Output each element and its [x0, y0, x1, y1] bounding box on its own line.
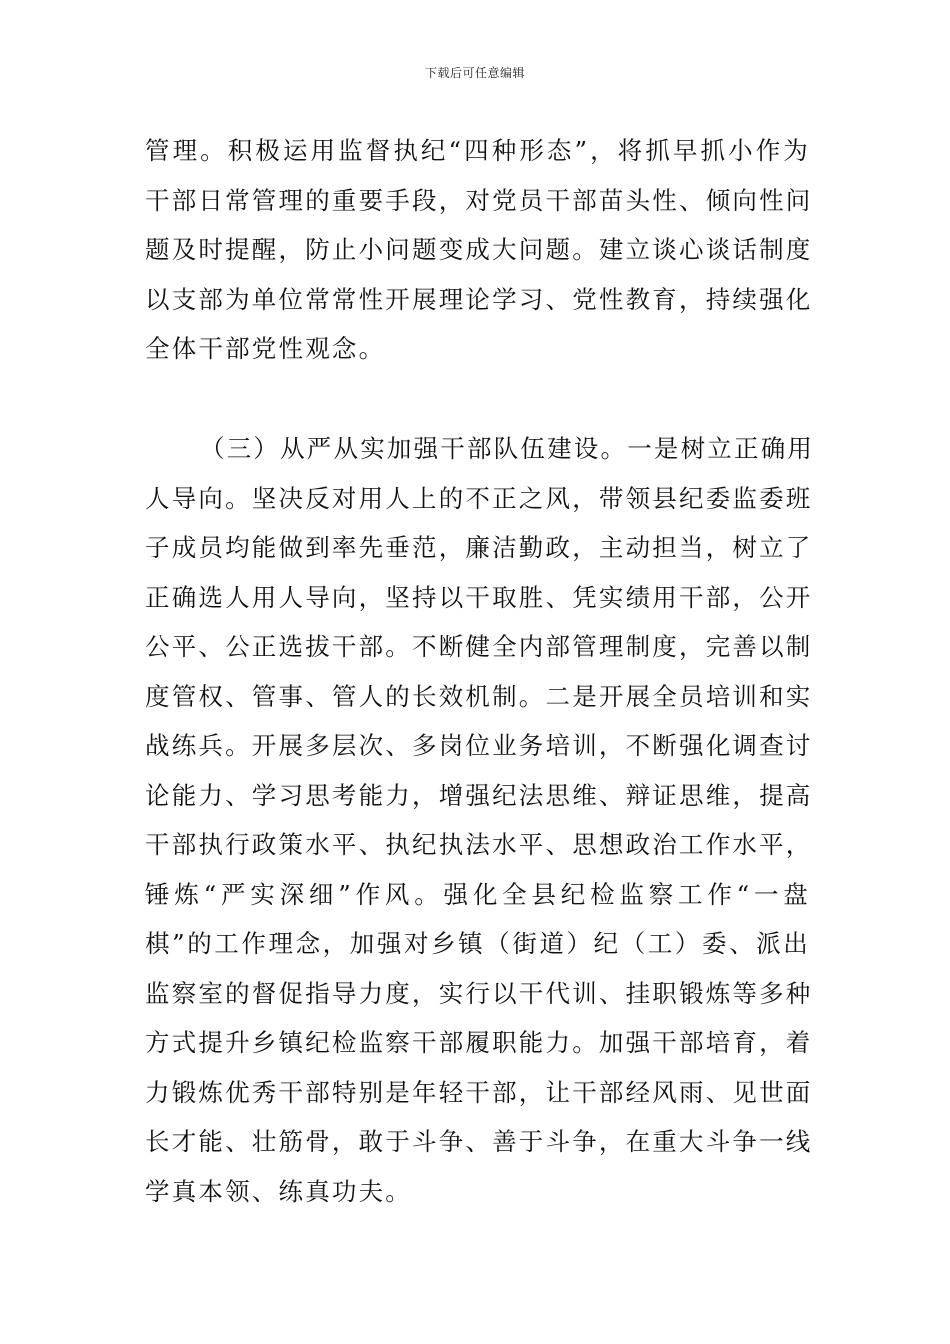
paragraph-line: 正确选人用人导向，坚持以干取胜、凭实绩用干部，公开	[145, 582, 813, 612]
paragraph-line: 人导向。坚决反对用人上的不正之风，带领县纪委监委班	[145, 483, 813, 513]
paragraph-1	[145, 126, 813, 374]
paragraph-line: 题及时提醒，防止小问题变成大问题。建立谈心谈话制度	[145, 235, 813, 264]
paragraph-line: 干部日常管理的重要手段，对党员干部苗头性、倾向性问	[145, 185, 813, 215]
paragraph-line: 方式提升乡镇纪检监察干部履职能力。加强干部培育，着	[145, 1028, 813, 1057]
page-header-note: 下载后可任意编辑	[424, 66, 525, 80]
paragraph-line: （三）从严从实加强干部队伍建设。一是树立正确用	[200, 434, 815, 463]
paragraph-line: 度管权、管事、管人的长效机制。二是开展全员培训和实	[145, 681, 813, 711]
paragraph-line: 长才能、壮筋骨，敢于斗争、善于斗争，在重大斗争一线	[145, 1127, 813, 1156]
paragraph-line: 力锻炼优秀干部特别是年轻干部，让干部经风雨、见世面	[145, 1077, 813, 1107]
paragraph-line: 管理。积极运用监督执纪“四种形态”，将抓早抓小作为	[145, 136, 810, 165]
paragraph-line: 干部执行政策水平、执纪执法水平、思想政治工作水平，	[145, 830, 813, 859]
paragraph-line: 监察室的督促指导力度，实行以干代训、挂职锻炼等多种	[145, 978, 813, 1008]
paragraph-line: 全体干部党性观念。	[145, 334, 386, 363]
paragraph-2	[145, 424, 815, 1216]
paragraph-line: 论能力、学习思考能力，增强纪法思维、辩证思维，提高	[145, 780, 813, 810]
paragraph-line: 子成员均能做到率先垂范，廉洁勤政，主动担当，树立了	[145, 533, 813, 562]
paragraph-line: 棋”的工作理念，加强对乡镇（街道）纪（工）委、派出	[145, 929, 810, 958]
paragraph-line: 公平、公正选拔干部。不断健全内部管理制度，完善以制	[145, 632, 813, 661]
paragraph-line: 以支部为单位常常性开展理论学习、党性教育，持续强化	[145, 284, 813, 314]
paragraph-line: 学真本领、练真功夫。	[145, 1176, 412, 1206]
paragraph-line: 锤炼“严实深细”作风。强化全县纪检监察工作“一盘	[145, 879, 810, 909]
paragraph-line: 战练兵。开展多层次、多岗位业务培训，不断强化调查讨	[145, 731, 813, 760]
